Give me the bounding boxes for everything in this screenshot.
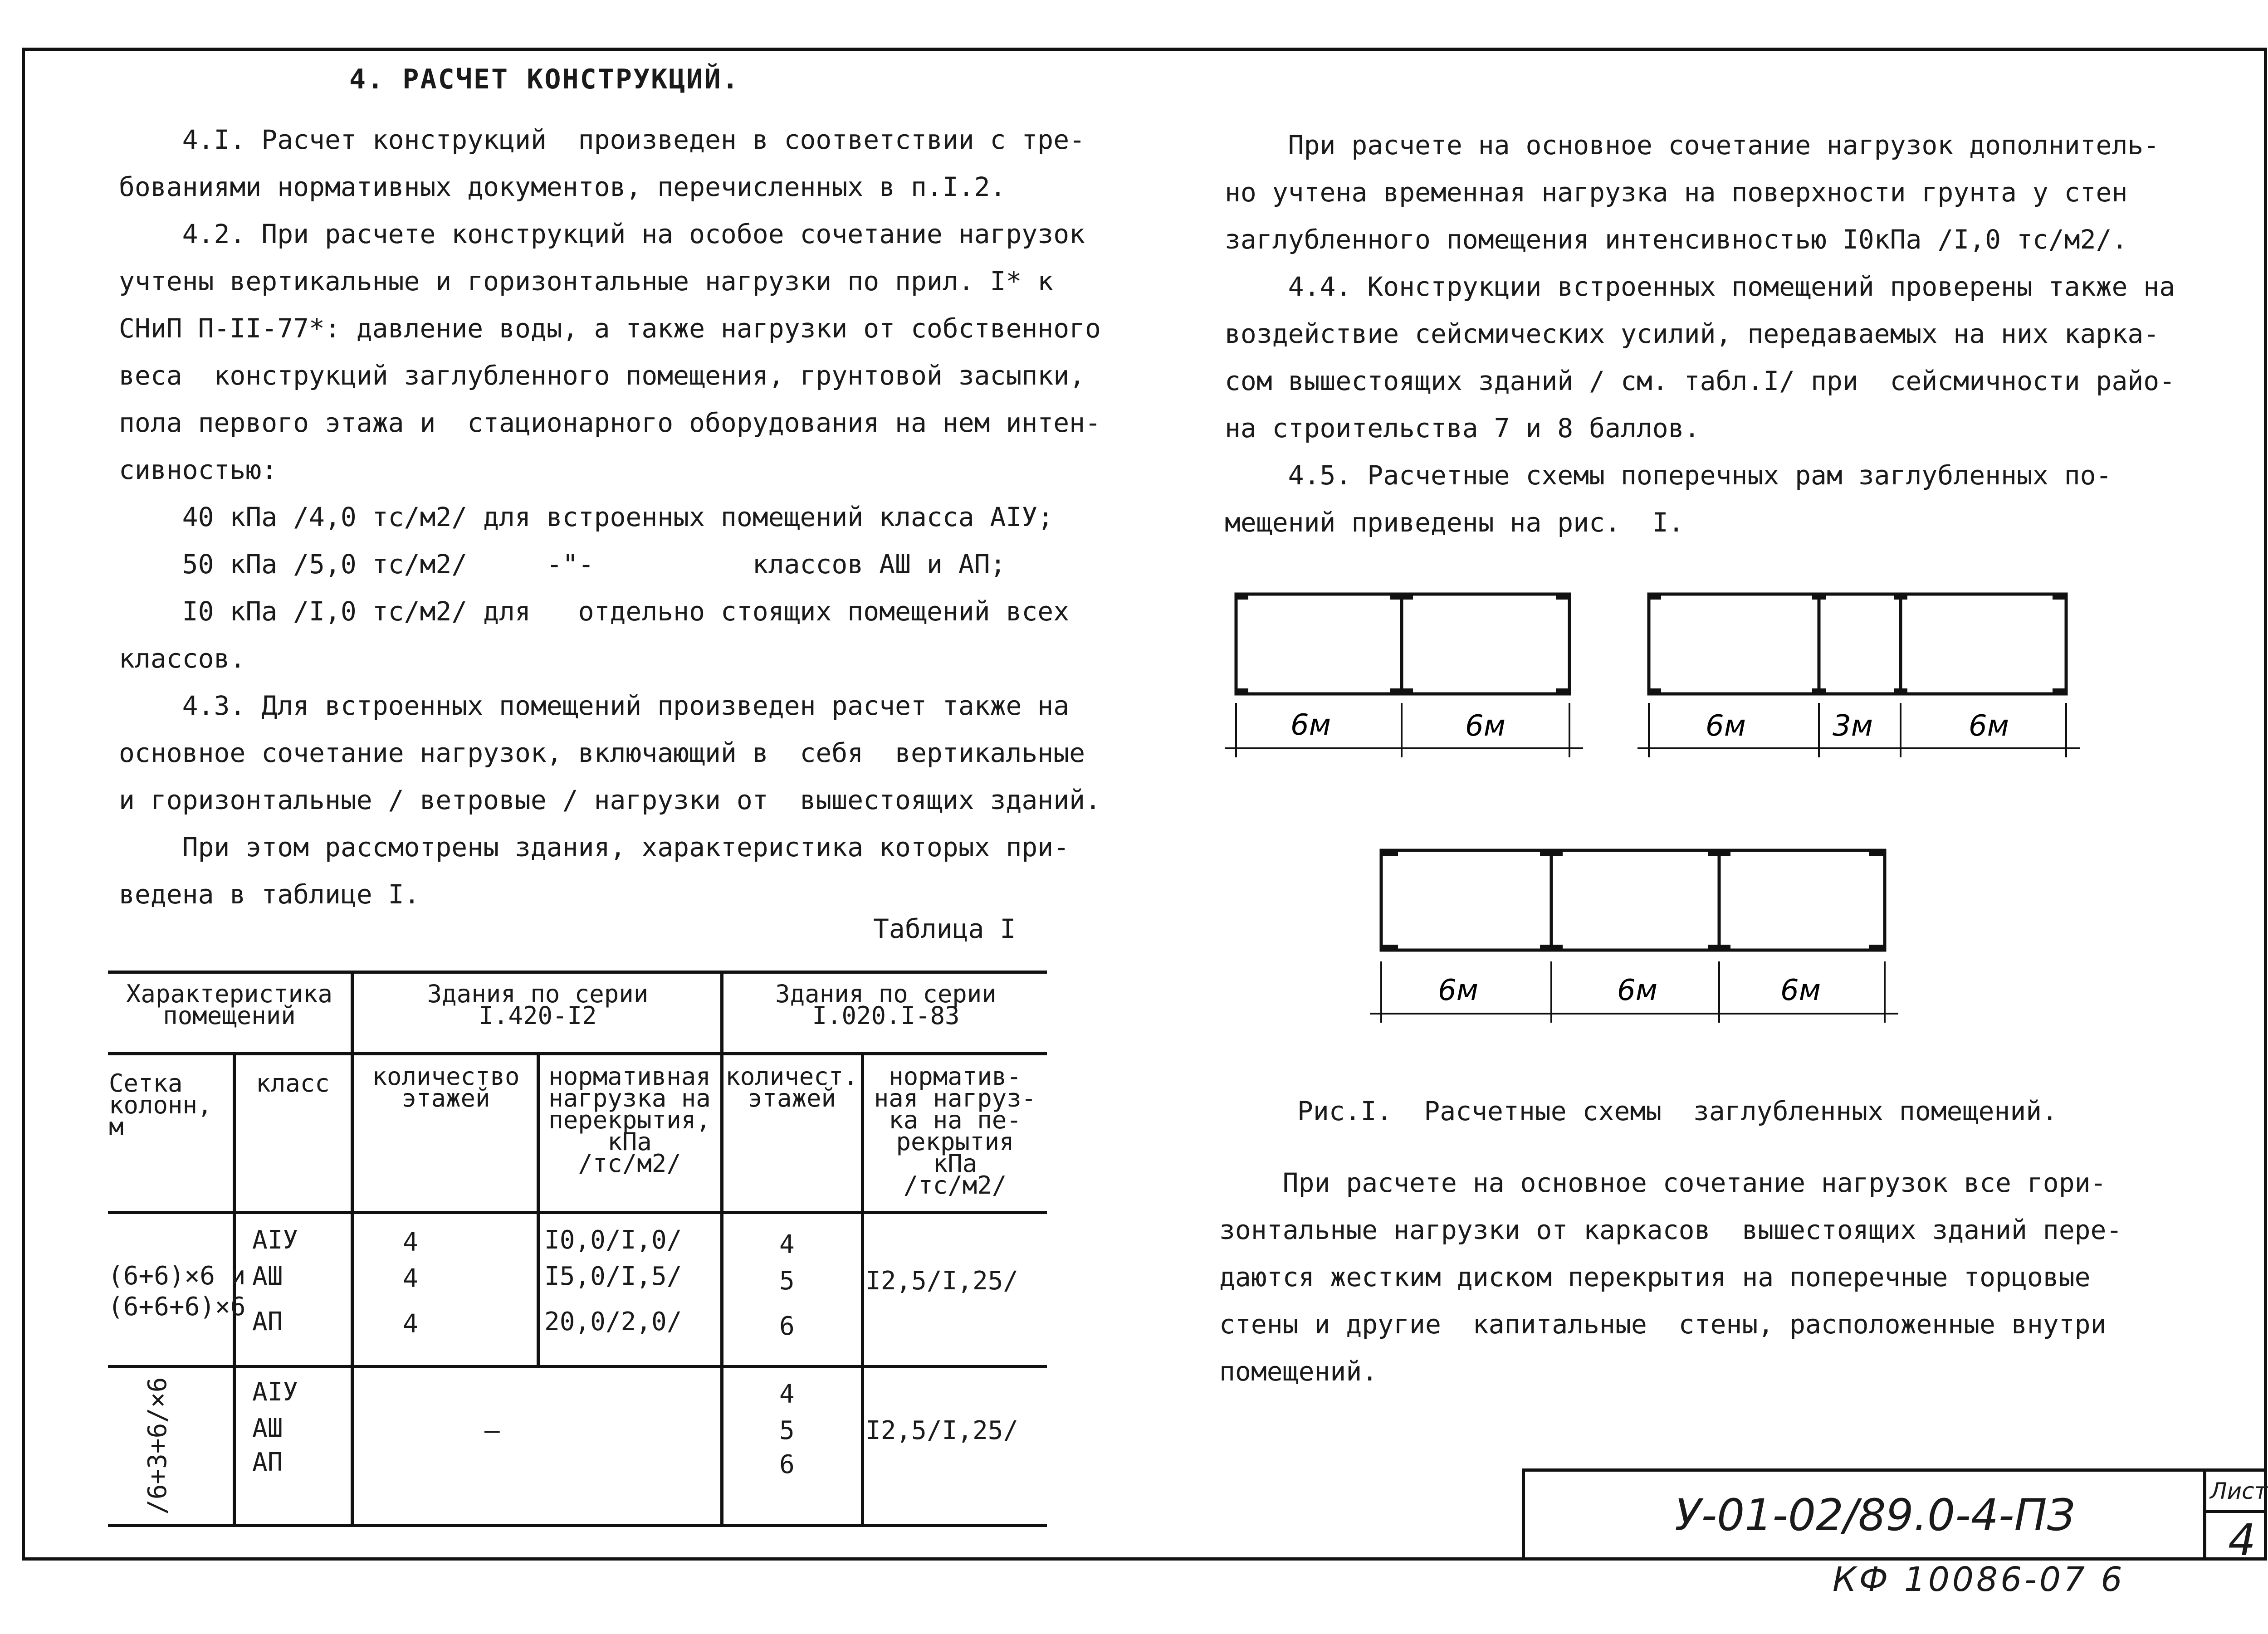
dim-a-1: 6м bbox=[1290, 708, 1331, 742]
frame-schemes-figure bbox=[1207, 576, 2114, 1029]
r1-floors3-3: 6 bbox=[779, 1312, 795, 1341]
r1-class-1: АIУ bbox=[252, 1225, 298, 1255]
th-series-1420: Здания по серии I.420-I2 bbox=[427, 980, 649, 1030]
th-floors-1420: количество этажей bbox=[372, 1062, 520, 1112]
r1-class-2: АШ bbox=[252, 1262, 283, 1291]
right-paragraph-line: При расчете на основное сочетание нагрузок дополнитель- bbox=[1225, 130, 2160, 161]
th-load-1020: норматив- ная нагруз- ка на пе- рекрытия кПа /тс/м2/ bbox=[874, 1062, 1036, 1200]
r2-dash: — bbox=[484, 1416, 500, 1445]
left-paragraph-line: ведена в таблице I. bbox=[119, 879, 420, 910]
right-paragraph-line: на строительства 7 и 8 баллов. bbox=[1225, 413, 1700, 444]
right-text-1 bbox=[1225, 122, 2175, 546]
right-paragraph-line: сом вышестоящих зданий / см. табл.I/ при сейсмичности райо- bbox=[1225, 366, 2175, 396]
left-text bbox=[119, 116, 1101, 918]
right-paragraph-2-line: стены и другие капитальные стены, расположенные внутри bbox=[1219, 1309, 2107, 1340]
r1-floors2-3: 4 bbox=[403, 1309, 418, 1339]
left-paragraph-line: классов. bbox=[119, 643, 246, 674]
dim-c-1: 6м bbox=[1438, 974, 1478, 1007]
left-paragraph-line: пола первого этажа и стационарного оборудования на нем интен- bbox=[119, 407, 1101, 438]
left-paragraph-line: 4.I. Расчет конструкций произведен в соответствии с тре- bbox=[119, 124, 1085, 155]
th-grid: Сетка колонн, м bbox=[109, 1069, 212, 1141]
left-paragraph-line: сивностью: bbox=[119, 454, 278, 485]
left-paragraph-line: основное сочетание нагрузок, включающий в себя вертикальные bbox=[119, 737, 1085, 768]
frame-scheme-a bbox=[1225, 594, 1583, 757]
right-paragraph-2-line: даются жестким диском перекрытия на поперечные торцовые bbox=[1219, 1262, 2091, 1293]
left-paragraph-line: 40 кПа /4,0 тс/м2/ для встроенных помещений класса АIУ; bbox=[119, 502, 1054, 532]
r2-floors3-3: 6 bbox=[779, 1450, 795, 1479]
th-characteristics: Характеристика помещений bbox=[126, 980, 333, 1030]
r2-floors3-1: 4 bbox=[779, 1380, 795, 1409]
r1-load2-2: I5,0/I,5/ bbox=[544, 1262, 682, 1291]
r2-class-2: АШ bbox=[252, 1414, 283, 1443]
right-text-2 bbox=[1219, 1159, 2122, 1395]
left-paragraph-line: СНиП П-II-77*: давление воды, а также нагрузки от собственного bbox=[119, 313, 1101, 344]
dim-b-2: 3м bbox=[1833, 709, 1873, 743]
dim-a-2: 6м bbox=[1465, 709, 1505, 743]
r1-class-3: АП bbox=[252, 1307, 283, 1336]
dim-b-3: 6м bbox=[1969, 709, 2009, 743]
left-paragraph-line: учтены вертикальные и горизонтальные нагрузки по прил. I* к bbox=[119, 266, 1054, 297]
left-paragraph-line: 4.2. При расчете конструкций на особое сочетание нагрузок bbox=[119, 219, 1085, 249]
right-paragraph-2-line: помещений. bbox=[1219, 1356, 1378, 1387]
r2-class-3: АП bbox=[252, 1448, 283, 1477]
r2-load3: I2,5/I,25/ bbox=[865, 1416, 1019, 1445]
th-floors-1020: количест. этажей bbox=[725, 1062, 858, 1112]
right-paragraph-line: воздействие сейсмических усилий, передаваемых на них карка- bbox=[1225, 318, 2160, 349]
load-table bbox=[108, 971, 1047, 1533]
right-paragraph-2-line: зонтальные нагрузки от каркасов вышестоящих зданий пере- bbox=[1219, 1215, 2122, 1245]
right-paragraph-line: 4.4. Конструкции встроенных помещений проверены также на bbox=[1225, 271, 2175, 302]
r1-floors2-1: 4 bbox=[403, 1228, 418, 1257]
right-paragraph-line: мещений приведены на рис. I. bbox=[1225, 507, 1684, 538]
archive-number: КФ 10086-07 6 bbox=[1833, 1560, 2125, 1599]
left-paragraph-line: 4.3. Для встроенных помещений произведен расчет также на bbox=[119, 690, 1070, 721]
right-paragraph-line: 4.5. Расчетные схемы поперечных рам заглубленных по- bbox=[1225, 460, 2112, 491]
figure-caption: Рис.I. Расчетные схемы заглубленных помещений. bbox=[1297, 1096, 2058, 1127]
sheet-label: Лист bbox=[2210, 1478, 2268, 1504]
left-paragraph-line: I0 кПа /I,0 тс/м2/ для отдельно стоящих помещений всех bbox=[119, 596, 1070, 627]
title-block bbox=[1522, 1468, 2268, 1566]
r1-load2-3: 20,0/2,0/ bbox=[544, 1307, 682, 1336]
r2-floors3-2: 5 bbox=[779, 1416, 795, 1445]
r1-load2-1: I0,0/I,0/ bbox=[544, 1225, 682, 1255]
dim-c-3: 6м bbox=[1780, 974, 1821, 1007]
sheet-number: 4 bbox=[2228, 1515, 2256, 1566]
r2-class-1: АIУ bbox=[252, 1377, 298, 1407]
r1-floors2-2: 4 bbox=[403, 1264, 418, 1293]
left-paragraph-line: веса конструкций заглубленного помещения, грунтовой засыпки, bbox=[119, 360, 1085, 391]
left-paragraph-line: и горизонтальные / ветровые / нагрузки от вышестоящих зданий. bbox=[119, 785, 1101, 815]
section-title: 4. РАСЧЕТ КОНСТРУКЦИЙ. bbox=[349, 63, 740, 95]
left-paragraph-line: При этом рассмотрены здания, характеристика которых при- bbox=[119, 832, 1070, 863]
left-paragraph-line: 50 кПа /5,0 тс/м2/ -"- классов АШ и АП; bbox=[119, 549, 1006, 580]
table-caption: Таблица I bbox=[873, 913, 1016, 944]
document-code: У-01-02/89.0-4-ПЗ bbox=[1675, 1490, 2075, 1541]
r1-load3: I2,5/I,25/ bbox=[865, 1266, 1019, 1296]
r1-floors3-1: 4 bbox=[779, 1230, 795, 1259]
th-class: класс bbox=[256, 1069, 330, 1097]
th-load-1420: нормативная нагрузка на перекрытия, кПа /тс/м2/ bbox=[548, 1062, 711, 1178]
right-paragraph-line: заглубленного помещения интенсивностью I0кПа /I,0 тс/м2/. bbox=[1225, 224, 2128, 255]
dim-c-2: 6м bbox=[1617, 974, 1657, 1007]
left-paragraph-line: бованиями нормативных документов, перечисленных в п.I.2. bbox=[119, 171, 1006, 202]
th-series-1020: Здания по серии I.020.I-83 bbox=[775, 980, 997, 1030]
r2-grid: /6+3+6/×6 bbox=[143, 1377, 172, 1515]
r1-grid: (6+6)×6 и (6+6+6)×6 bbox=[108, 1261, 246, 1322]
right-paragraph-2-line: При расчете на основное сочетание нагрузок все гори- bbox=[1219, 1167, 2107, 1198]
right-paragraph-line: но учтена временная нагрузка на поверхности грунта у стен bbox=[1225, 177, 2128, 208]
dim-b-1: 6м bbox=[1706, 709, 1746, 743]
r1-floors3-2: 5 bbox=[779, 1266, 795, 1296]
